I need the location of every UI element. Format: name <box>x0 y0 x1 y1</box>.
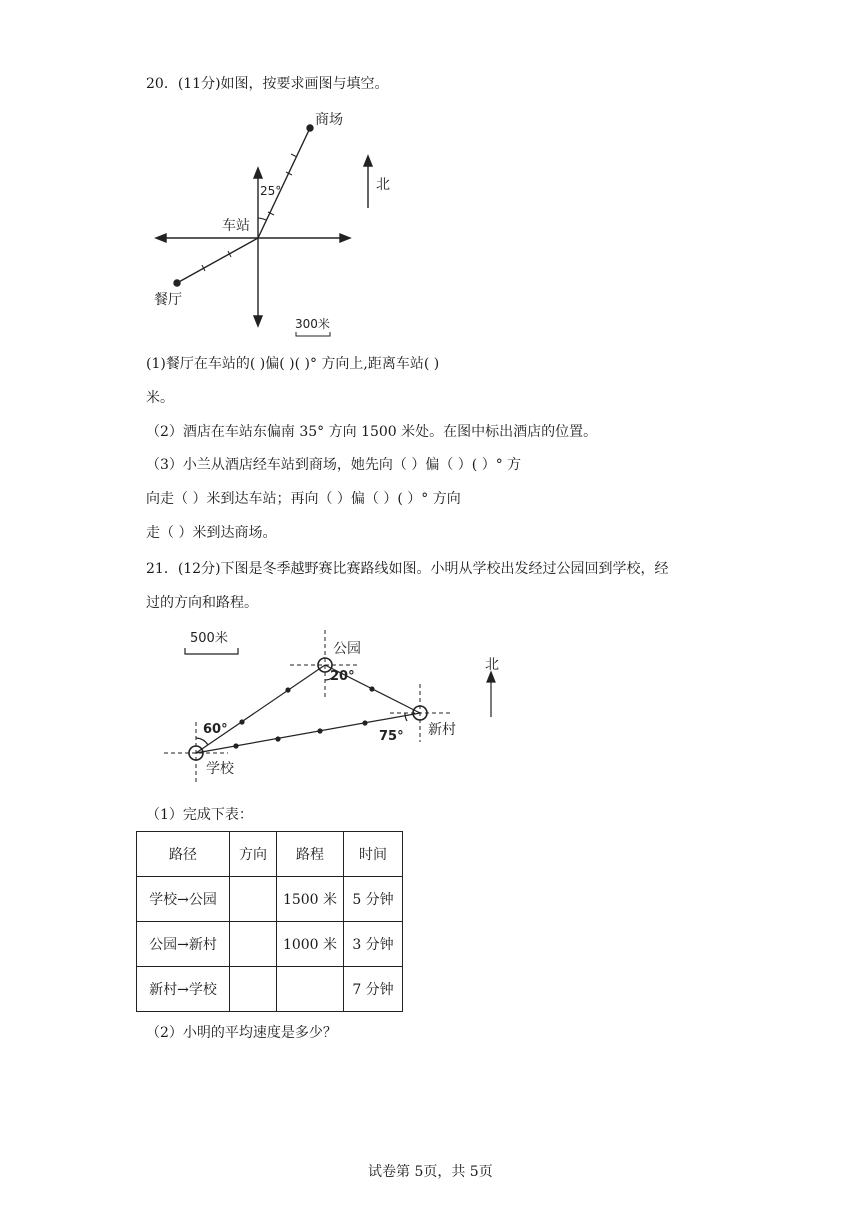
q21-part2: （2）小明的平均速度是多少？ <box>146 1025 337 1041</box>
table-header-cell: 路径 <box>137 832 230 877</box>
school-angle-arc <box>196 738 208 745</box>
table-cell <box>230 967 277 1012</box>
table-header-cell: 路程 <box>277 832 344 877</box>
village-angle-arc <box>405 713 407 721</box>
scale-label: 500米 <box>190 631 228 646</box>
route-dot <box>286 688 290 692</box>
scale-bar <box>185 648 238 654</box>
south-arrowhead <box>254 316 262 326</box>
route-dot <box>363 721 367 725</box>
north-label: 北 <box>485 657 499 673</box>
table-row <box>137 922 403 967</box>
station-label: 车站 <box>222 218 250 234</box>
school-park-line <box>196 665 325 753</box>
north-label: 北 <box>376 177 390 193</box>
east-arrowhead <box>340 234 350 242</box>
q21-header-line1: 21．(12分)下图是冬季越野赛比赛路线如图。小明从学校出发经过公园回到学校，经 <box>146 561 669 577</box>
mall-point <box>307 125 313 131</box>
q20-part3-line3: 走（ ）米到达商场。 <box>146 525 277 541</box>
q20-header: 20．(11分)如图，按要求画图与填空。 <box>146 76 389 92</box>
route-dot <box>234 744 238 748</box>
route-dot <box>276 737 280 741</box>
table-row <box>137 877 403 922</box>
station-restaurant-line <box>177 238 258 283</box>
station-mall-line <box>258 128 310 238</box>
q20-part1-line1: (1)餐厅在车站的( )偏( )( )° 方向上,距离车站( ) <box>146 356 440 372</box>
q20-part3-line2: 向走（ ）米到达车站；再向（ ）偏（ ）( ）° 方向 <box>146 491 461 507</box>
table-cell: 1000 米 <box>277 922 344 967</box>
village-angle-label: 75° <box>379 729 404 744</box>
table-cell: 1500 米 <box>277 877 344 922</box>
q21-header-line2: 过的方向和路程。 <box>146 595 258 611</box>
angle-label: 25° <box>260 184 282 198</box>
tick <box>291 154 297 157</box>
park-label: 公园 <box>333 641 361 657</box>
q20-part2: （2）酒店在车站东偏南 35° 方向 1500 米处。在图中标出酒店的位置。 <box>146 424 598 440</box>
park-angle-label: 20° <box>330 669 355 684</box>
route-dot <box>318 729 322 733</box>
village-label: 新村 <box>428 722 456 738</box>
table-cell: 学校→公园 <box>137 877 230 922</box>
table-cell: 7 分钟 <box>344 967 403 1012</box>
q21-part1: （1）完成下表： <box>146 807 253 823</box>
school-label: 学校 <box>206 761 234 777</box>
table-header-cell: 时间 <box>344 832 403 877</box>
table-cell: 3 分钟 <box>344 922 403 967</box>
route-dot <box>240 720 244 724</box>
table-cell <box>230 877 277 922</box>
school-angle-label: 60° <box>203 722 228 737</box>
route-table <box>136 831 403 1012</box>
north-indicator-arrowhead <box>487 672 495 682</box>
north-arrowhead <box>254 168 262 178</box>
q20-part3-line1: （3）小兰从酒店经车站到商场，她先向（ ）偏（ ）( ）° 方 <box>146 457 522 473</box>
q21-figure <box>150 622 520 792</box>
mall-label: 商场 <box>315 112 343 128</box>
angle-arc <box>258 218 266 220</box>
restaurant-label: 餐厅 <box>154 292 182 308</box>
q20-figure <box>140 100 420 340</box>
table-cell: 5 分钟 <box>344 877 403 922</box>
table-row <box>137 967 403 1012</box>
table-cell: 新村→学校 <box>137 967 230 1012</box>
restaurant-point <box>174 280 180 286</box>
table-cell <box>277 967 344 1012</box>
scale-bar <box>296 332 330 336</box>
table-header-row <box>137 832 403 877</box>
table-cell: 公园→新村 <box>137 922 230 967</box>
page-footer: 试卷第 5页，共 5页 <box>368 1164 493 1180</box>
north-indicator-arrowhead <box>364 156 372 166</box>
scale-label: 300米 <box>295 317 330 331</box>
route-dot <box>370 687 374 691</box>
table-cell <box>230 922 277 967</box>
table-header-cell: 方向 <box>230 832 277 877</box>
west-arrowhead <box>156 234 166 242</box>
q20-part1-line2: 米。 <box>146 390 174 406</box>
